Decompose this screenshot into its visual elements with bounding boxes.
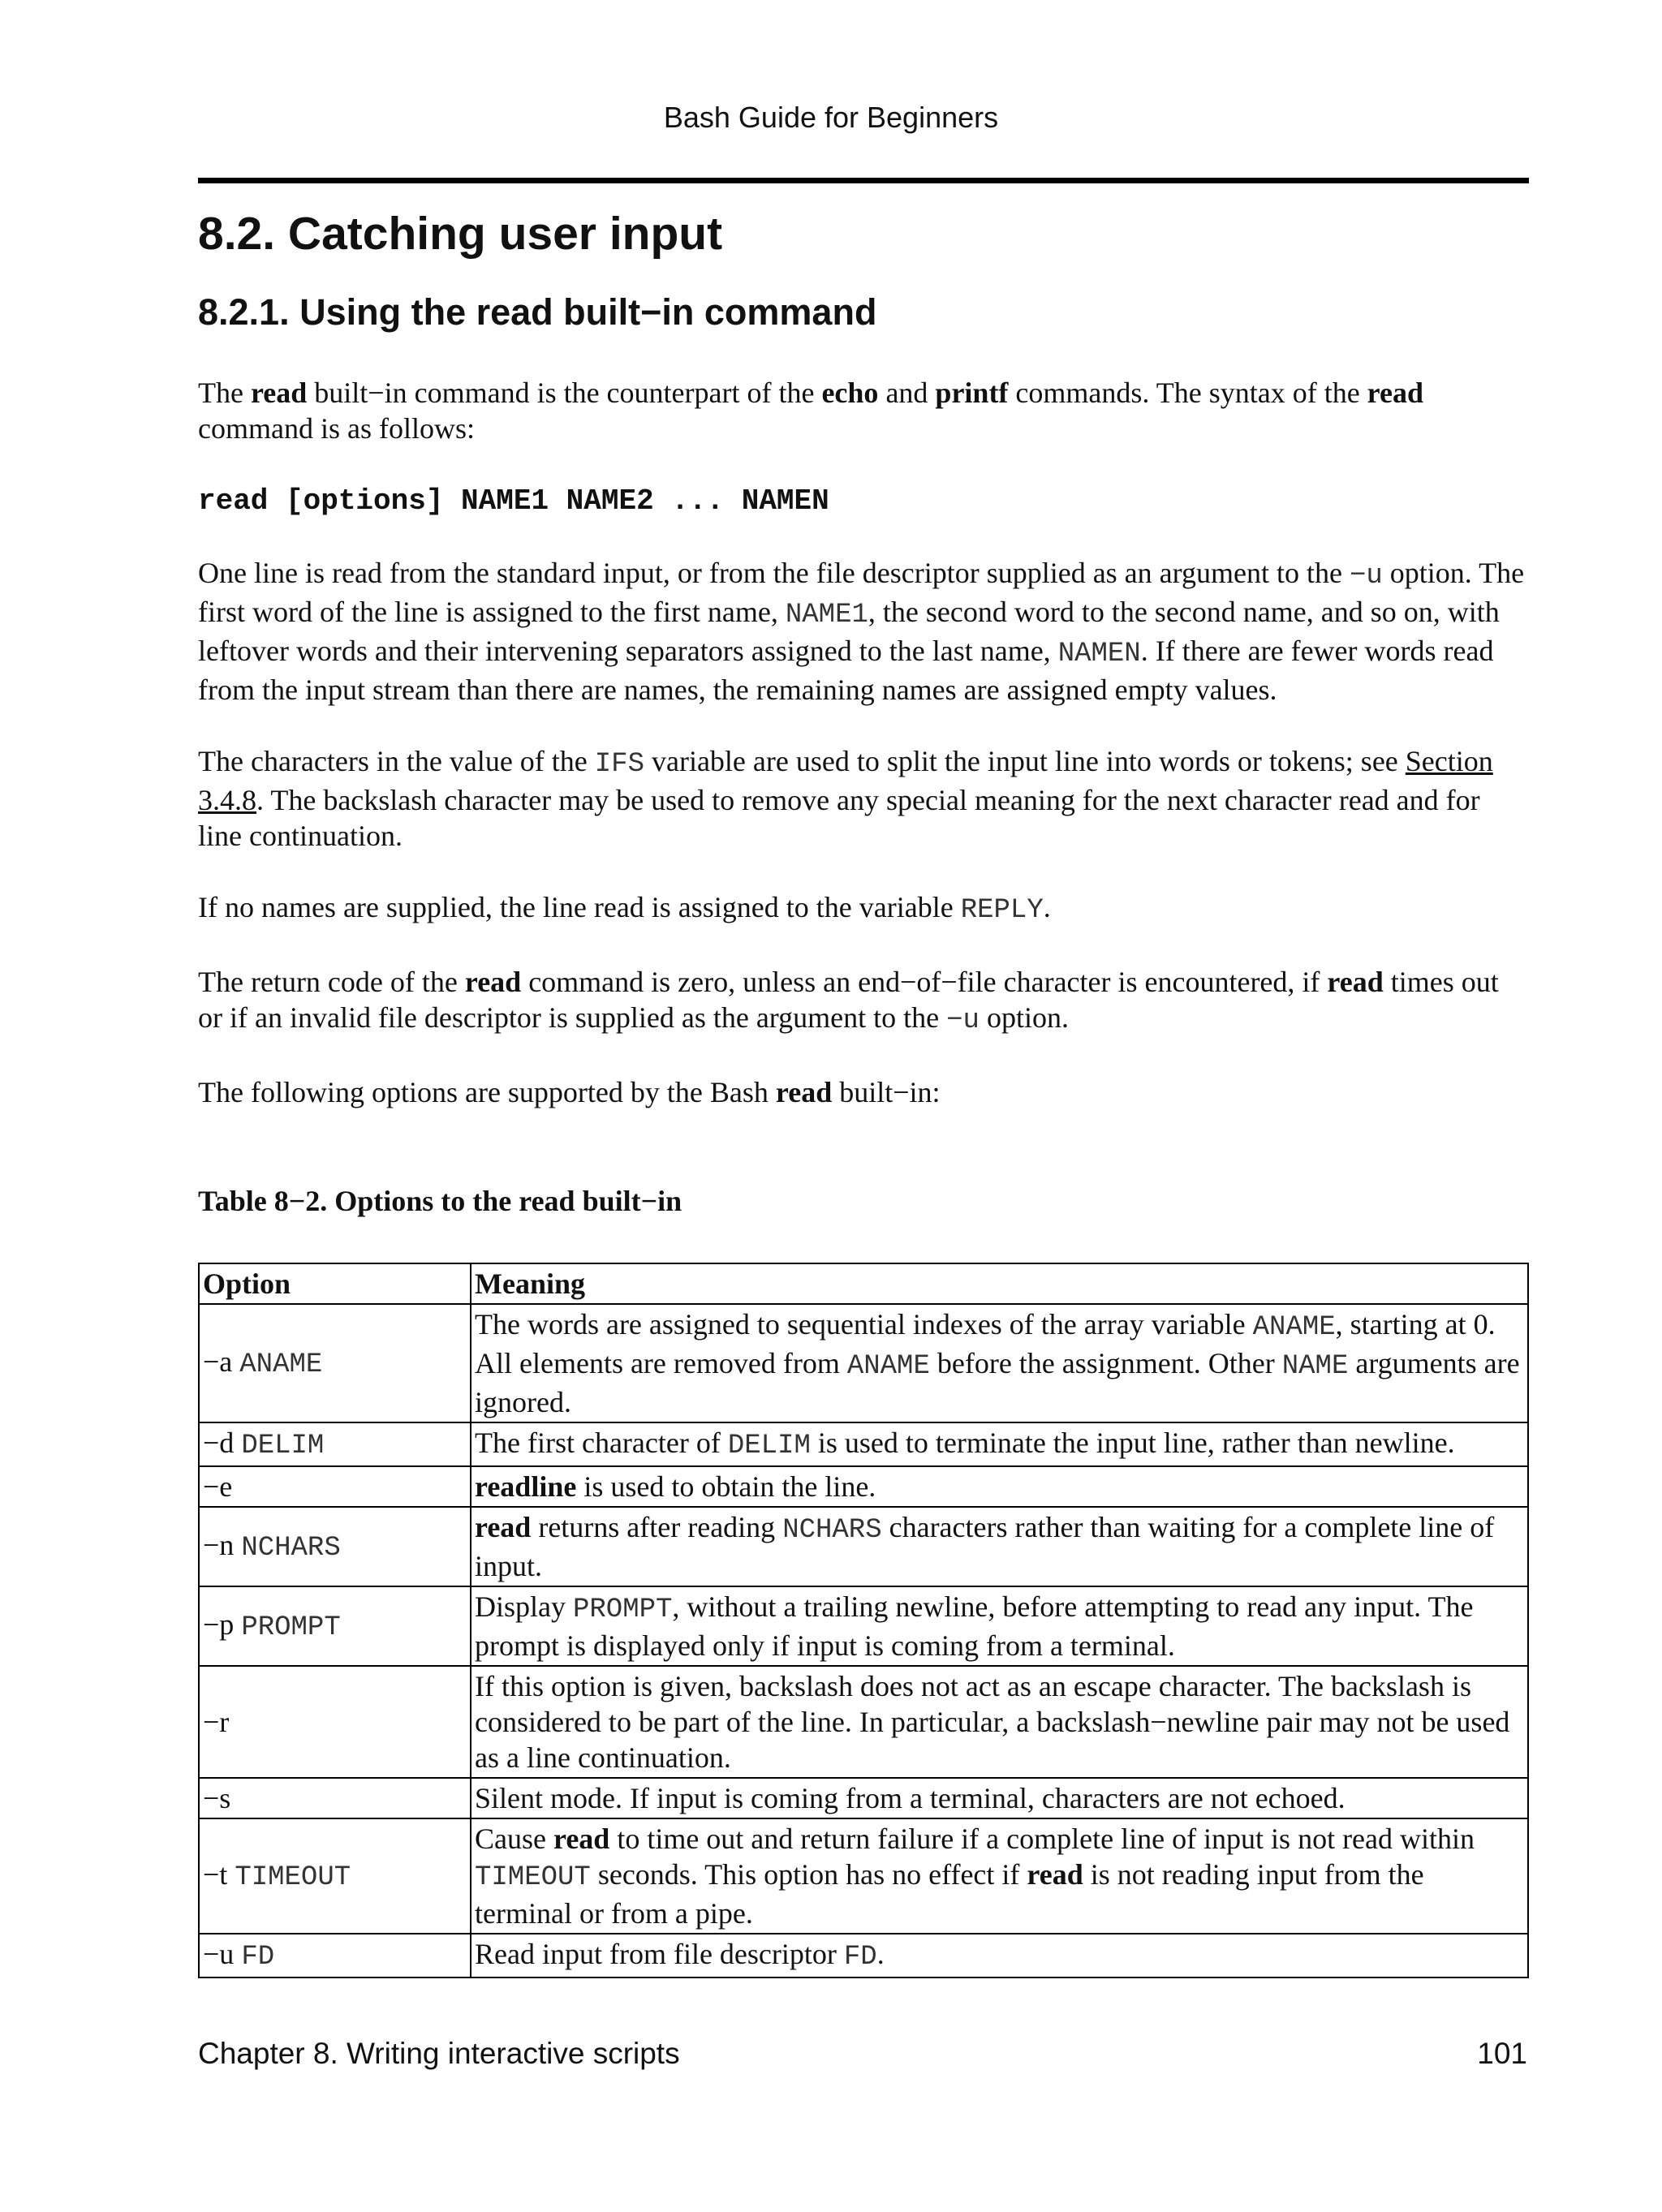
option-cell: −d DELIM: [199, 1422, 471, 1466]
meaning-cell: Silent mode. If input is coming from a terminal, characters are not echoed.: [471, 1778, 1528, 1818]
meaning-cell: The words are assigned to sequential indexes of the array variable ANAME, starting at 0. All elements are removed from ANAME before the assignment. Other NAME arguments are ignored.: [471, 1304, 1528, 1422]
options-table: [198, 1263, 1529, 1978]
table-row: [199, 1586, 1528, 1666]
header-rule: [198, 178, 1529, 183]
table-row: [199, 1466, 1528, 1507]
option-cell: −r: [199, 1666, 471, 1778]
table-header-row: [199, 1263, 1528, 1304]
return-code-paragraph: The return code of the read command is zero, unless an end−of−file character is encountered, if read times out or if an invalid file descriptor is supplied as the argument to the −u option.: [198, 966, 1499, 1036]
subsection-title: 8.2.1. Using the read built−in command: [198, 291, 877, 333]
table-title: Table 8−2. Options to the read built−in: [198, 1185, 682, 1217]
section-title: 8.2. Catching user input: [198, 208, 723, 260]
option-cell: −a ANAME: [199, 1304, 471, 1422]
table-row: [199, 1778, 1528, 1818]
meaning-cell: The first character of DELIM is used to terminate the input line, rather than newline.: [471, 1422, 1528, 1466]
option-cell: −t TIMEOUT: [199, 1818, 471, 1934]
echo-command: echo: [821, 377, 879, 409]
meaning-column-header: Meaning: [471, 1263, 1528, 1304]
reply-paragraph: If no names are supplied, the line read is assigned to the variable REPLY.: [198, 891, 1051, 926]
meaning-cell: Cause read to time out and return failure if a complete line of input is not read within TIMEOUT seconds. This option has no effect if read is not reading input from the terminal or from a pipe.: [471, 1818, 1528, 1934]
section-3-4-8-link[interactable]: Section 3.4.8: [198, 745, 1493, 816]
option-column-header: Option: [199, 1263, 471, 1304]
footer-chapter: Chapter 8. Writing interactive scripts: [198, 2037, 680, 2070]
option-cell: −p PROMPT: [199, 1586, 471, 1666]
read-line-paragraph: One line is read from the standard input, or from the file descriptor supplied as an argument to the −u option. The first word of the line is assigned to the first name, NAME1, the second word to the second name, and so on, with leftover words and their intervening separators assigned to the last name, NAMEN. If there are fewer words read from the input stream than there are names, the remaining names are assigned empty values.: [198, 557, 1525, 706]
option-cell: −s: [199, 1778, 471, 1818]
table-row: [199, 1422, 1528, 1466]
table-row: [199, 1507, 1528, 1586]
syntax-line: read [options] NAME1 NAME2 ... NAMEN: [198, 484, 829, 518]
table-row: [199, 1666, 1528, 1778]
footer-page-number: 101: [1477, 2037, 1527, 2070]
read-command: read: [250, 377, 308, 409]
table-row: [199, 1818, 1528, 1934]
option-cell: −e: [199, 1466, 471, 1507]
intro-paragraph: The read built−in command is the counterpart of the echo and printf commands. The syntax of the read command is as follows:: [198, 377, 1423, 445]
table-row: [199, 1304, 1528, 1422]
meaning-cell: Read input from file descriptor FD.: [471, 1934, 1528, 1977]
option-cell: −u FD: [199, 1934, 471, 1977]
meaning-cell: readline is used to obtain the line.: [471, 1466, 1528, 1507]
ifs-paragraph: The characters in the value of the IFS variable are used to split the input line into words or tokens; see Section 3.4.8. The backslash character may be used to remove any special meaning for the next character read and for line continuation.: [198, 745, 1493, 852]
meaning-cell: If this option is given, backslash does not act as an escape character. The backslash is considered to be part of the line. In particular, a backslash−newline pair may not be used as a line continuation.: [471, 1666, 1528, 1778]
running-header: Bash Guide for Beginners: [663, 101, 999, 134]
option-cell: −n NCHARS: [199, 1507, 471, 1586]
page-content: [198, 203, 1529, 1978]
table-row: [199, 1934, 1528, 1977]
meaning-cell: Display PROMPT, without a trailing newline, before attempting to read any input. The prompt is displayed only if input is coming from a terminal.: [471, 1586, 1528, 1666]
meaning-cell: read returns after reading NCHARS characters rather than waiting for a complete line of input.: [471, 1507, 1528, 1586]
options-intro-paragraph: The following options are supported by the Bash read built−in:: [198, 1076, 941, 1108]
printf-command: printf: [935, 377, 1009, 409]
